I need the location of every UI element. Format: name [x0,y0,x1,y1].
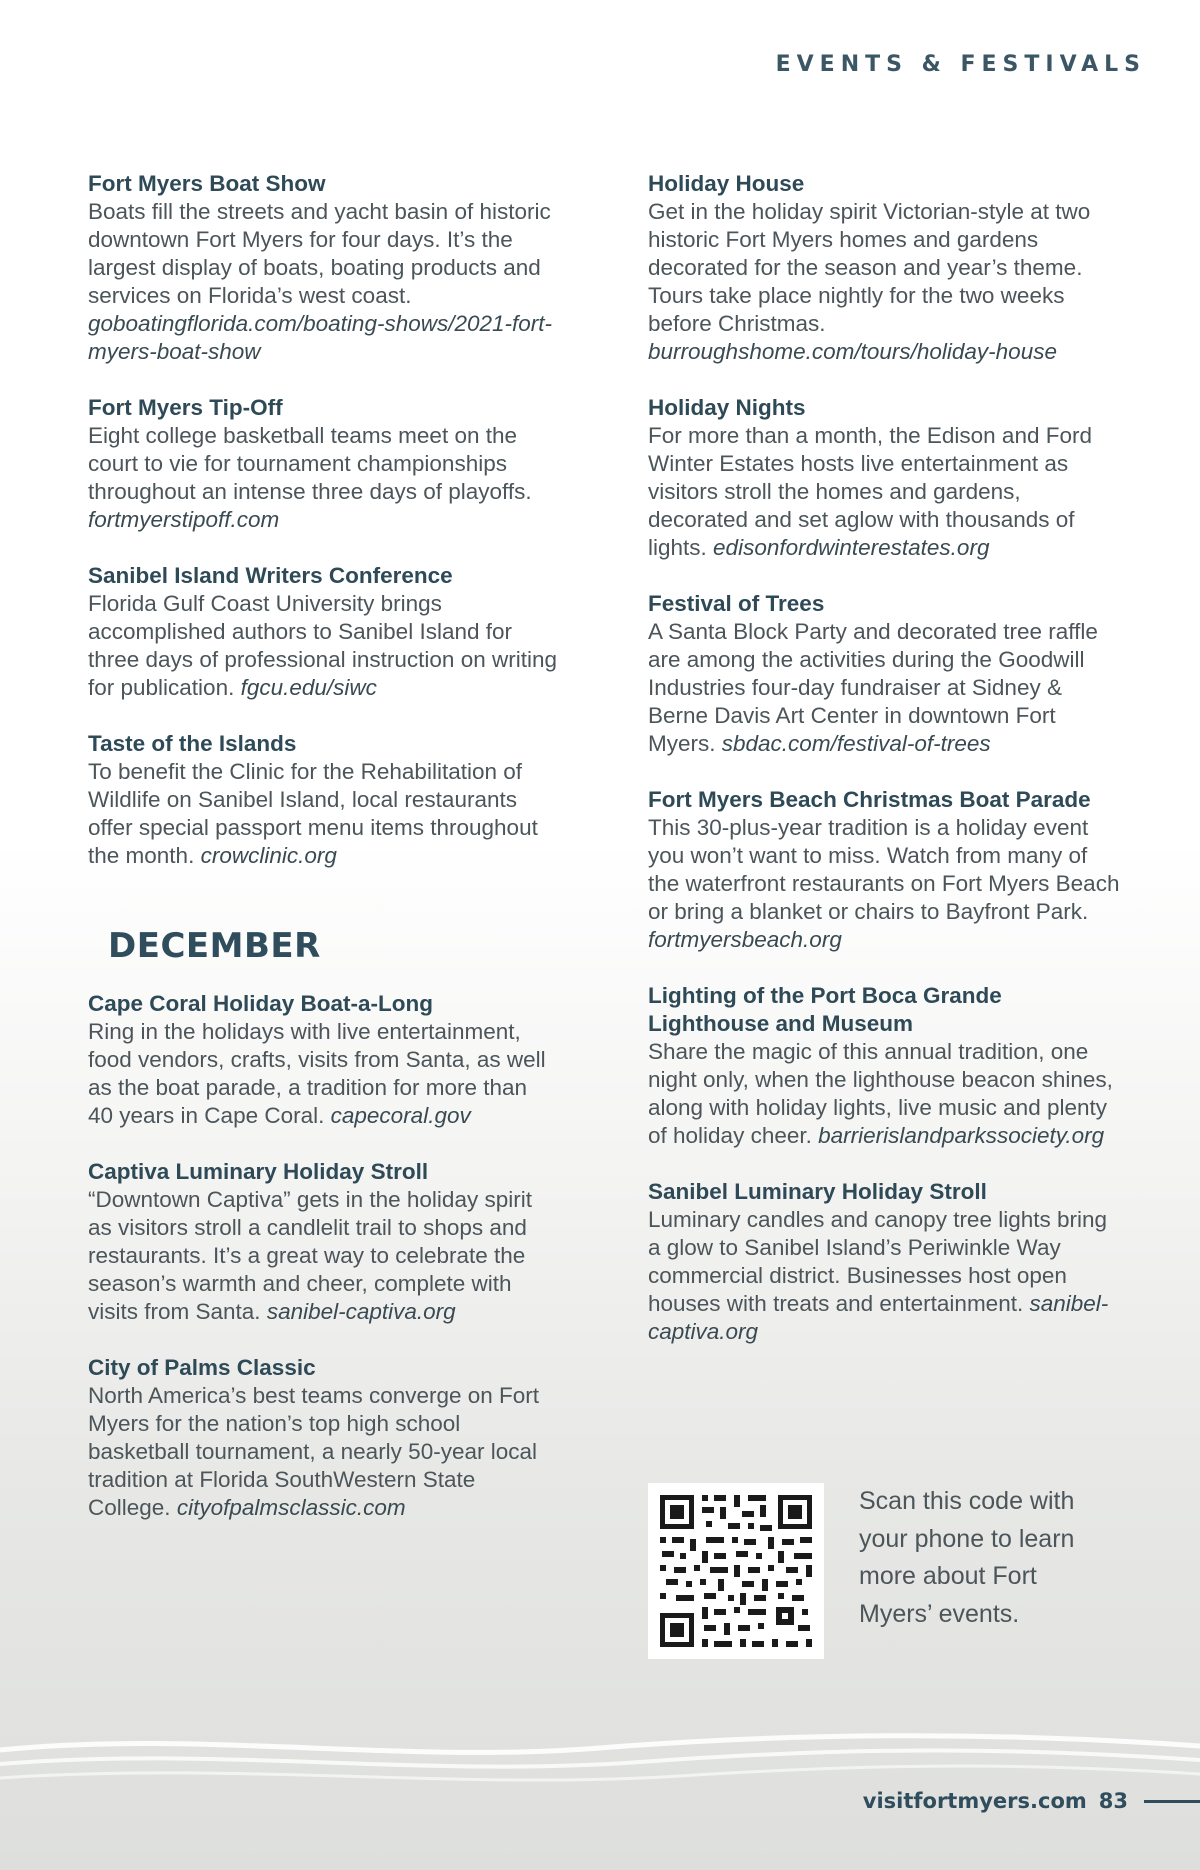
event-title: Lighting of the Port Boca Grande Lighthouse and Museum [648,983,1002,1036]
event-link[interactable]: barrierislandparkssociety.org [818,1123,1105,1148]
event-description-text: “Downtown Captiva” gets in the holiday spirit as visitors stroll a candlelit trail to shops and restaurants. It’s a great way to celebrate the season’s warmth and cheer, complete with visits from Santa. [88,1187,532,1324]
event-holiday-nights [648,394,1124,562]
event-description-text: A Santa Block Party and decorated tree raffle are among the activities during the Goodwill Industries four-day fundraiser at Sidney & Berne Davis Art Center in downtown Fort Myers. [648,619,1098,756]
month-heading: DECEMBER [108,926,321,966]
event-sanibel-writers-conference [88,562,558,702]
event-description-text: Eight college basketball teams meet on the court to vie for tournament championships throughout an intense three days of playoffs. [88,423,532,504]
event-link[interactable]: fortmyerstipoff.com [88,507,280,532]
event-link[interactable]: edisonfordwinterestates.org [713,535,990,560]
event-title: Fort Myers Tip-Off [88,395,283,420]
event-link[interactable]: sbdac.com/festival-of-trees [721,731,991,756]
event-title: Cape Coral Holiday Boat-a-Long [88,991,434,1016]
event-link[interactable]: fgcu.edu/siwc [240,675,377,700]
event-link[interactable]: fortmyersbeach.org [648,927,842,952]
left-column [88,170,558,1550]
event-link[interactable]: sanibel-captiva.org [266,1299,456,1324]
event-description [88,1018,558,1130]
event-taste-of-the-islands [88,730,558,870]
event-description [88,1186,558,1326]
event-link[interactable]: burroughshome.com/tours/holiday-house [648,339,1057,364]
event-link[interactable]: capecoral.gov [330,1103,471,1128]
event-description-text: Luminary candles and canopy tree lights bring a glow to Sanibel Island’s Periwinkle Way commercial district. Businesses host open houses with treats and entertainment. [648,1207,1108,1316]
qr-caption: Scan this code with your phone to learn more about Fort Myers’ events. [859,1487,1075,1628]
event-description-text: Get in the holiday spirit Victorian-style at two historic Fort Myers homes and gardens decorated for the season and year’s theme. Tours take place nightly for the two weeks before Christmas. [648,199,1091,336]
event-link[interactable]: crowclinic.org [200,843,337,868]
footer-rule [1144,1800,1200,1803]
event-title: Festival of Trees [648,591,825,616]
event-description-text: Boats fill the streets and yacht basin of historic downtown Fort Myers for four days. It’s the largest display of boats, boating products and services on Florida’s west coast. [88,199,551,308]
event-description [88,1382,558,1522]
event-city-of-palms-classic [88,1354,558,1522]
qr-block [648,1483,1124,1659]
event-description-text: North America’s best teams converge on Fort Myers for the nation’s top high school basketball tournament, a nearly 50-year local tradition at Florida SouthWestern State College. [88,1383,540,1520]
event-title: Holiday Nights [648,395,806,420]
event-title: Holiday House [648,171,805,196]
event-description [88,590,558,702]
event-title: Fort Myers Boat Show [88,171,326,196]
event-description [648,198,1124,366]
event-link[interactable]: cityofpalmsclassic.com [176,1495,406,1520]
event-description [648,422,1124,562]
event-description-text: Ring in the holidays with live entertainment, food vendors, crafts, visits from Santa, as well as the boat parade, a tradition for more than 40 years in Cape Coral. [88,1019,546,1128]
page-number: 83 [1098,1789,1128,1813]
wave-divider [0,1720,1200,1790]
event-link[interactable]: goboatingflorida.com/boating-shows/2021-fort-myers-boat-show [88,311,553,364]
event-description [648,618,1124,758]
footer-site-link[interactable]: visitfortmyers.com [862,1789,1087,1813]
event-captiva-luminary-stroll [88,1158,558,1326]
event-festival-of-trees [648,590,1124,758]
event-description [648,814,1124,954]
event-link[interactable]: sanibel-captiva.org [648,1291,1109,1344]
event-description [648,1206,1124,1346]
event-title: Fort Myers Beach Christmas Boat Parade [648,787,1091,812]
page-footer [863,1786,1200,1816]
event-cape-coral-boat-a-long [88,990,558,1130]
event-title: Sanibel Island Writers Conference [88,563,453,588]
event-fort-myers-boat-show [88,170,558,366]
event-port-boca-grande-lighthouse [648,982,1124,1150]
event-title: Sanibel Luminary Holiday Stroll [648,1179,987,1204]
event-description [648,1038,1124,1150]
qr-code-icon[interactable] [648,1483,824,1659]
event-description-text: Share the magic of this annual tradition, one night only, when the lighthouse beacon shines, along with holiday lights, live music and plenty of holiday cheer. [648,1039,1113,1148]
right-column [648,170,1124,1374]
event-description [88,758,558,870]
event-description [88,198,558,366]
event-description-text: This 30-plus-year tradition is a holiday event you won’t want to miss. Watch from many of the waterfront restaurants on Fort Myers Beach or bring a blanket or chairs to Bayfront Park. [648,815,1120,924]
event-holiday-house [648,170,1124,366]
event-title: Taste of the Islands [88,731,297,756]
event-sanibel-luminary-stroll [648,1178,1124,1346]
event-title: City of Palms Classic [88,1355,316,1380]
event-description-text: Florida Gulf Coast University brings accomplished authors to Sanibel Island for three days of professional instruction on writing for publication. [88,591,557,700]
section-label: EVENTS & FESTIVALS [775,52,1146,77]
event-fort-myers-tip-off [88,394,558,534]
event-title: Captiva Luminary Holiday Stroll [88,1159,429,1184]
event-description-text: For more than a month, the Edison and Ford Winter Estates hosts live entertainment as visitors stroll the homes and gardens, decorated and set aglow with thousands of lights. [648,423,1092,560]
event-description [88,422,558,534]
event-beach-christmas-boat-parade [648,786,1124,954]
event-description-text: To benefit the Clinic for the Rehabilitation of Wildlife on Sanibel Island, local restaurants offer special passport menu items throughout the month. [88,759,538,868]
